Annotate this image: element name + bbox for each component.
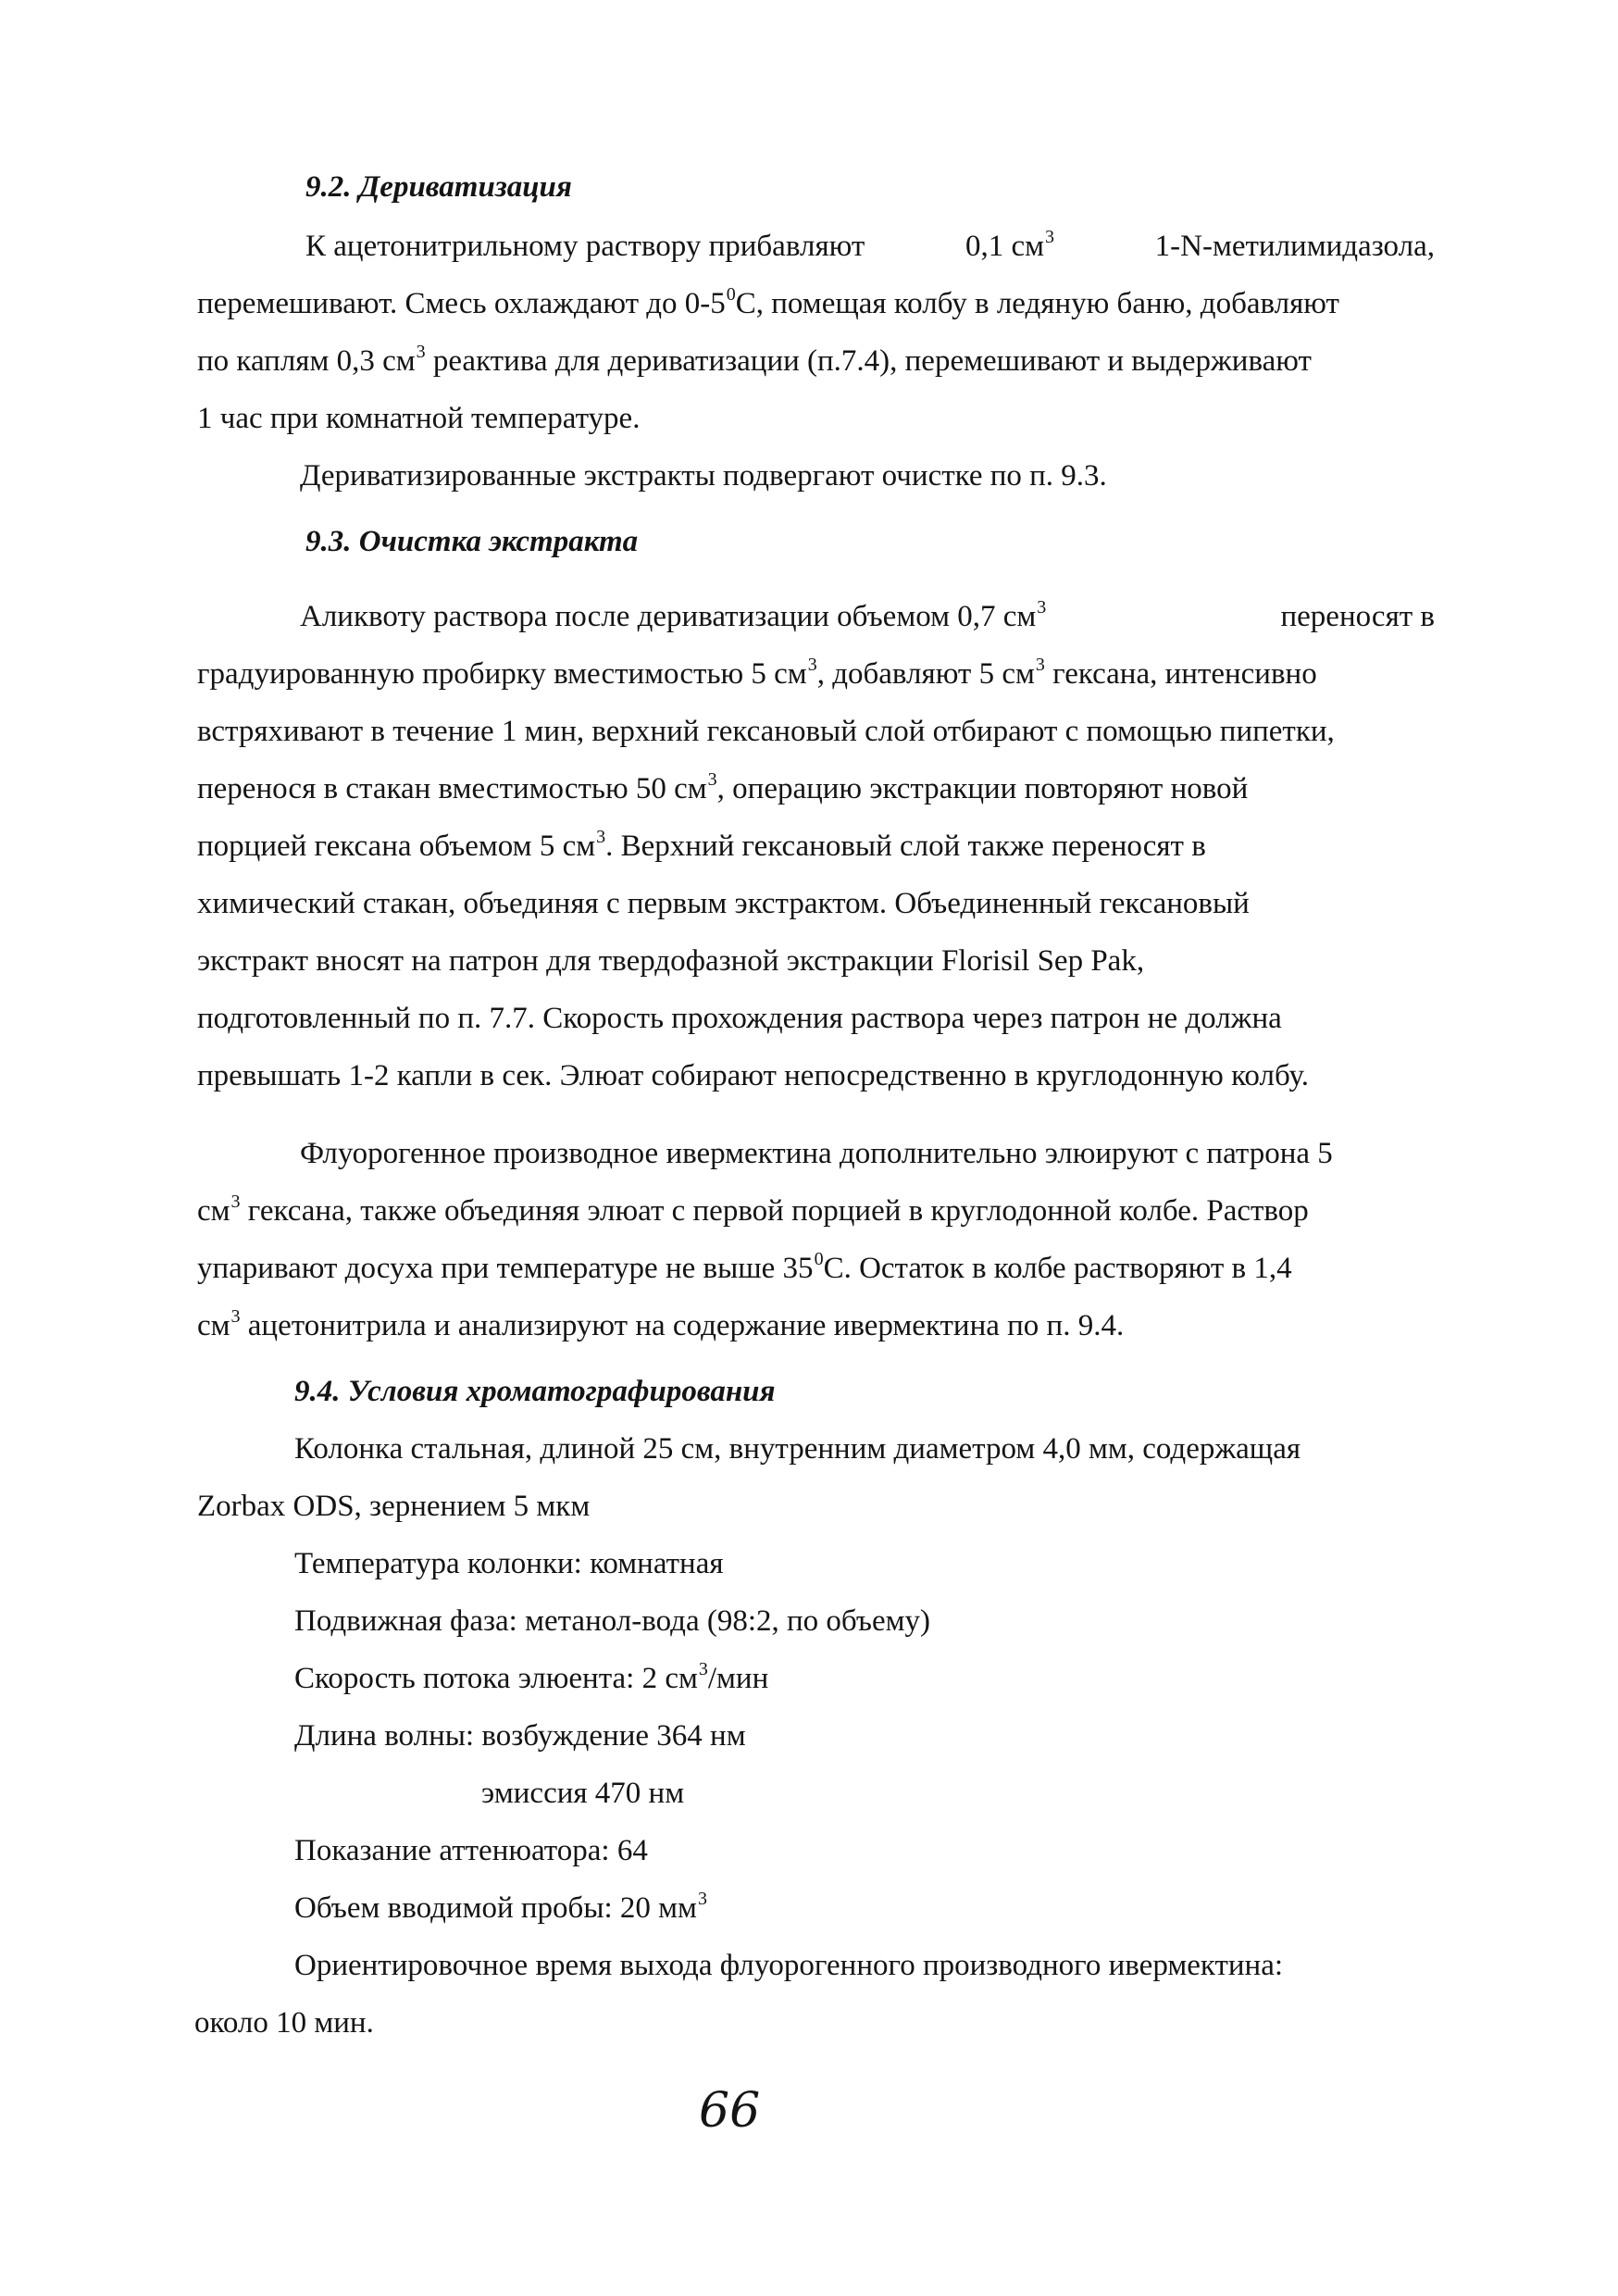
paragraph-line: экстракт вносят на патрон для твердофазной экстракции Florisil Sep Pak, — [197, 944, 1145, 978]
paragraph-line: Zorbax ODS, зернением 5 мкм — [197, 1490, 591, 1523]
condition-line: Показание аттенюатора: 64 — [294, 1834, 648, 1867]
condition-line: Температура колонки: комнатная — [294, 1547, 724, 1580]
paragraph-line: подготовленный по п. 7.7. Скорость прохождения раствора через патрон не должна — [197, 1002, 1282, 1035]
paragraph-line: Колонка стальная, длиной 25 см, внутренним диаметром 4,0 мм, содержащая — [294, 1432, 1301, 1466]
paragraph-line: перенося в стакан вместимостью 50 $см^3$, операцию экстракции повторяют новой — [197, 769, 1249, 805]
paragraph-line: Флуорогенное производное ивермектина дополнительно элюируют с патрона 5 — [300, 1137, 1333, 1170]
paragraph-line: Аликвоту раствора после дериватизации объемом 0,7 $см^3$ переносят в — [300, 597, 1435, 633]
condition-line: Длина волны: возбуждение 364 нм — [294, 1719, 746, 1753]
condition-line: Ориентировочное время выхода флуорогенного производного ивермектина: — [294, 1949, 1284, 1982]
paragraph-line: К ацетонитрильному раствору прибавляют 0,1 $см^3$ 1-N-метилимидазола, — [305, 227, 1435, 263]
condition-line: Объем вводимой пробы: 20 $мм^3$ — [294, 1889, 707, 1925]
paragraph-line: Дериватизированные экстракты подвергают очистке по п. 9.3. — [300, 459, 1107, 493]
paragraph-line: $см^3$ ацетонитрила и анализируют на содержание ивермектина по п. 9.4. — [197, 1306, 1125, 1342]
paragraph-line: $см^3$ гексана, также объединяя элюат с первой порцией в круглодонной колбе. Раствор — [197, 1192, 1309, 1228]
paragraph-line: по каплям 0,3 $см^3$ реактива для дериватизации (п.7.4), перемешивают и выдерживают — [197, 342, 1312, 378]
paragraph-line: перемешивают. Смесь охлаждают до $0-5^0С$, помещая колбу в ледяную баню, добавляют — [197, 284, 1339, 320]
paragraph-line: превышать 1-2 капли в сек. Элюат собирают непосредственно в круглодонную колбу. — [197, 1059, 1309, 1092]
section-heading-9-3: 9.3. Очистка экстракта — [305, 525, 639, 558]
paragraph-line: упаривают досуха при температуре не выше $35^0С$. Остаток в колбе растворяют в 1,4 — [197, 1249, 1292, 1285]
condition-line: эмиссия 470 нм — [481, 1777, 685, 1810]
paragraph-line: встряхивают в течение 1 мин, верхний гексановый слой отбирают с помощью пипетки, — [197, 715, 1335, 748]
condition-line: около 10 мин. — [194, 2006, 374, 2040]
condition-line: Подвижная фаза: метанол-вода (98:2, по объему) — [294, 1604, 930, 1638]
paragraph-line: порцией гексана объемом 5 $см^3$. Верхний гексановый слой также переносят в — [197, 827, 1206, 863]
page-number: 66 — [699, 2083, 761, 2139]
section-heading-9-2: 9.2. Дериватизация — [305, 170, 572, 204]
condition-line: Скорость потока элюента: 2 $см^3$/мин — [294, 1659, 769, 1695]
paragraph-line: 1 час при комнатной температуре. — [197, 402, 641, 435]
paragraph-line: градуированную пробирку вместимостью 5 $см^3$, добавляют 5 $см^3$ гексана, интенсивно — [197, 655, 1317, 691]
paragraph-line: химический стакан, объединяя с первым экстрактом. Объединенный гексановый — [197, 887, 1250, 920]
section-heading-9-4: 9.4. Условия хроматографирования — [294, 1375, 776, 1408]
